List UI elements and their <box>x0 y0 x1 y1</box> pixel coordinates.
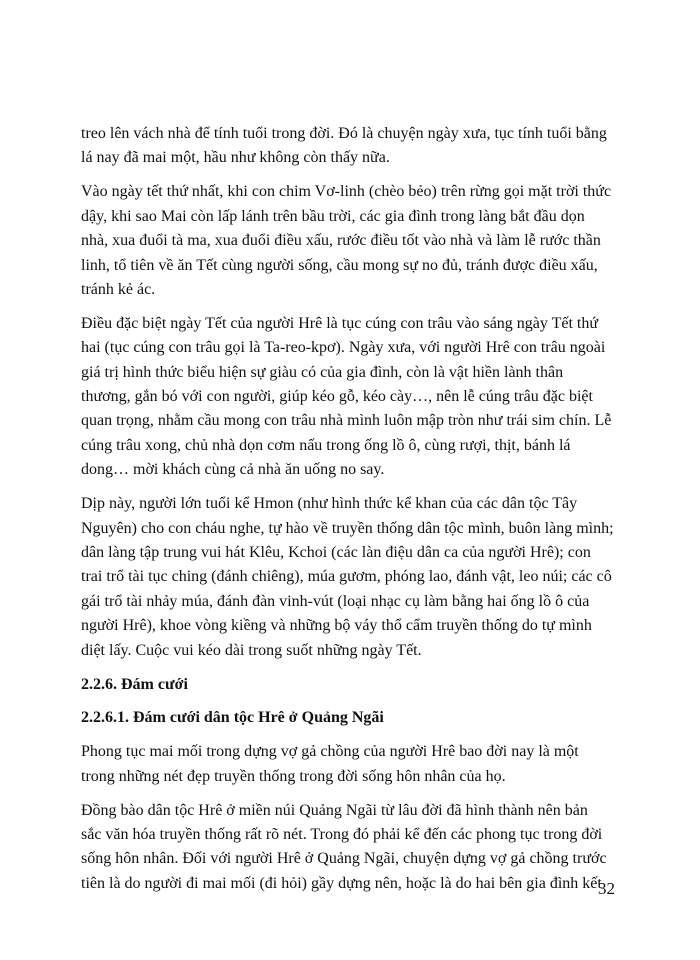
document-body <box>81 122 626 906</box>
text-line: lá nay đã mai một, hầu như không còn thấy nữa. <box>81 149 390 167</box>
text-line: giá trị hình thức biểu hiện sự giàu có của gia đình, còn là vật hiền lành thân <box>81 363 564 381</box>
text-line: linh, tổ tiên về ăn Tết cùng người sống, cầu mong sự no đủ, tránh được điều xấu, <box>81 256 598 274</box>
text-line: nhà, xua đuổi tà ma, xua đuổi điều xấu, rước điều tốt vào nhà và làm lễ rước thần <box>81 232 601 250</box>
text-line: thương, gắn bó với con người, giúp kéo gỗ, kéo cày…, nên lễ cúng trâu đặc biệt <box>81 388 593 406</box>
text-line: diệt lấy. Cuộc vui kéo dài trong suốt những ngày Tết. <box>81 641 422 659</box>
section-heading <box>81 673 626 697</box>
text-line: tránh kẻ ác. <box>81 280 156 298</box>
text-line: 2.2.6. Đám cưới <box>81 675 188 693</box>
text-line: cúng trâu xong, chủ nhà dọn cơm nấu trong ống lồ ô, cùng rượi, thịt, bánh lá <box>81 436 571 454</box>
text-line: 2.2.6.1. Đám cưới dân tộc Hrê ở Quảng Ngãi <box>81 709 384 727</box>
paragraph <box>81 799 626 897</box>
paragraph <box>81 180 626 302</box>
section-heading <box>81 706 626 730</box>
text-line: Vào ngày tết thứ nhất, khi con chim Vơ-linh (chèo bẻo) trên rừng gọi mặt trời thức <box>81 183 612 201</box>
text-line: gái trổ tài nhảy múa, đánh đàn vinh-vút (loại nhạc cụ làm bằng hai ống lồ ô của <box>81 592 590 610</box>
text-line: dong… mời khách cùng cả nhà ăn uống no say. <box>81 461 385 479</box>
text-line: trong những nét đẹp truyền thống trong đời sống hôn nhân của họ. <box>81 767 506 785</box>
text-line: người Hrê), khoe vòng kiềng và những bộ váy thổ cẩm truyền thống do tự mình <box>81 617 592 635</box>
paragraph <box>81 312 626 483</box>
paragraph <box>81 122 626 171</box>
text-line: sắc văn hóa truyền thống rất rõ nét. Trong đó phải kể đến các phong tục trong đời <box>81 826 603 844</box>
text-line: sống hôn nhân. Đối với người Hrê ở Quảng Ngãi, chuyện dựng vợ gả chồng trước <box>81 850 607 868</box>
text-line: hai (tục cúng con trâu gọi là Ta-reo-kpơ). Ngày xưa, với người Hrê con trâu ngoài <box>81 339 606 357</box>
text-line: dậy, khi sao Mai còn lấp lánh trên bầu trời, các gia đình trong làng bắt đầu dọn <box>81 207 585 225</box>
text-line: trai trổ tài tục ching (đánh chiêng), múa gươm, phóng lao, đánh vật, leo núi; các cô <box>81 568 612 586</box>
text-line: quan trọng, nhằm cầu mong con trâu nhà mình luôn mập tròn như trái sim chín. Lễ <box>81 412 612 430</box>
text-line: Phong tục mai mối trong dựng vợ gả chồng của người Hrê bao đời nay là một <box>81 743 579 761</box>
text-line: Đồng bào dân tộc Hrê ở miền núi Quảng Ngãi từ lâu đời đã hình thành nên bản <box>81 801 588 819</box>
paragraph <box>81 492 626 663</box>
text-line: Điều đặc biệt ngày Tết của người Hrê là tục cúng con trâu vào sáng ngày Tết thứ <box>81 314 599 332</box>
text-line: tiên là do người đi mai mối (đi hỏi) gầy dựng nên, hoặc là do hai bên gia đình kết <box>81 874 602 892</box>
paragraph <box>81 740 626 789</box>
text-line: Nguyên) cho con cháu nghe, tự hào về truyền thống dân tộc mình, buôn làng mình; <box>81 519 614 537</box>
page-number: 32 <box>598 879 615 898</box>
text-line: treo lên vách nhà để tính tuổi trong đời. Đó là chuyện ngày xưa, tục tính tuổi bằng <box>81 125 607 142</box>
text-line: Dịp này, người lớn tuổi kể Hmon (như hình thức kể khan của các dân tộc Tây <box>81 495 578 513</box>
text-line: dân làng tập trung vui hát Klêu, Kchoi (các làn điệu dân ca của người Hrê); con <box>81 544 591 561</box>
